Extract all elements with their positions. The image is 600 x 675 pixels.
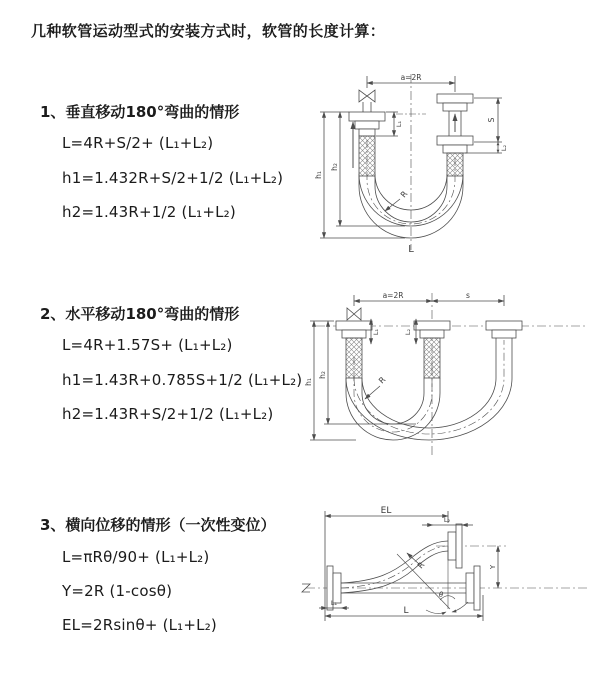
label-theta: θ	[438, 591, 444, 599]
label-l2: L₂	[443, 516, 451, 524]
label-el: EL	[380, 506, 392, 516]
section-3-formula-L: L=πRθ/90+ (L₁+L₂)	[62, 548, 210, 566]
lateral-displacement-diagram	[298, 503, 598, 658]
label-l1: L₁	[372, 328, 380, 336]
flange-plate	[336, 321, 372, 330]
label-span: a=2R	[400, 73, 422, 82]
diagram-2-geometry	[310, 293, 588, 457]
section-1-formula-L: L=4R+S/2+ (L₁+L₂)	[62, 134, 214, 152]
union-nut	[443, 145, 467, 153]
flange-plate	[456, 524, 462, 568]
section-2-formula-L: L=4R+1.57S+ (L₁+L₂)	[62, 336, 233, 354]
label-l2: L₂	[404, 328, 412, 336]
diagram-3-geometry	[302, 511, 590, 621]
flange-hub	[448, 532, 456, 560]
hose-wall-displaced	[341, 541, 448, 583]
union-nut	[355, 121, 379, 129]
hose-inner-wall	[362, 378, 424, 424]
label-span: a=2R	[382, 291, 404, 300]
valve-symbol	[347, 308, 361, 320]
flange-plate	[414, 321, 450, 330]
union-nut	[443, 103, 467, 111]
label-l1: L₁	[395, 120, 403, 128]
label-r: R	[398, 189, 410, 200]
page-title: 几种软管运动型式的安装方式时，软管的长度计算：	[31, 22, 386, 40]
label-s: s	[466, 291, 470, 300]
diagram-1-geometry	[320, 74, 502, 250]
flange-hub	[466, 573, 474, 603]
section-1-formula-h2: h2=1.43R+1/2 (L₁+L₂)	[62, 203, 236, 221]
label-s: S	[487, 117, 496, 123]
section-2-formula-h2: h2=1.43R+S/2+1/2 (L₁+L₂)	[62, 405, 274, 423]
section-3-formula-Y: Y=2R (1-cosθ)	[62, 582, 173, 600]
union-nut	[342, 330, 366, 338]
union-nut	[420, 330, 444, 338]
hose-wall-displaced	[341, 551, 448, 593]
label-y: Y	[489, 564, 497, 570]
label-h1: h₁	[304, 378, 313, 386]
flange-plate	[349, 112, 385, 121]
section-2-formula-h1: h1=1.43R+0.785S+1/2 (L₁+L₂)	[62, 371, 303, 389]
label-l1: L₁	[330, 599, 338, 607]
swing-arrow	[426, 610, 446, 614]
section-2-heading: 2、水平移动180°弯曲的情形	[40, 305, 240, 323]
label-r: R	[415, 560, 427, 571]
radius-leader	[365, 386, 380, 399]
section-1-heading: 1、垂直移动180°弯曲的情形	[40, 103, 240, 121]
union-nut	[492, 330, 516, 338]
hose-outer-wall	[346, 378, 440, 440]
label-l2: L₂	[500, 144, 508, 152]
vertical-move-180-diagram	[310, 68, 590, 256]
construction-line	[397, 554, 450, 609]
horizontal-move-180-diagram	[304, 287, 596, 465]
label-h2: h₂	[330, 163, 339, 171]
section-3-formula-EL: EL=2Rsinθ+ (L₁+L₂)	[62, 616, 217, 634]
flange-plate	[486, 321, 522, 330]
label-h2: h₂	[318, 371, 327, 379]
valve-symbol	[359, 90, 375, 102]
diagram-2-labels	[304, 291, 470, 386]
flange-plate	[437, 94, 473, 103]
label-h1: h₁	[314, 171, 323, 179]
section-1-formula-h1: h1=1.432R+S/2+1/2 (L₁+L₂)	[62, 169, 284, 187]
swing-arrow	[452, 602, 468, 612]
label-r: R	[377, 375, 388, 386]
flange-plate	[474, 566, 480, 610]
ferrule	[359, 129, 375, 136]
label-l: L	[408, 244, 414, 255]
flange-plate	[437, 136, 473, 145]
section-3-heading: 3、横向位移的情形（一次性变位）	[40, 516, 276, 534]
label-l: L	[403, 606, 409, 616]
